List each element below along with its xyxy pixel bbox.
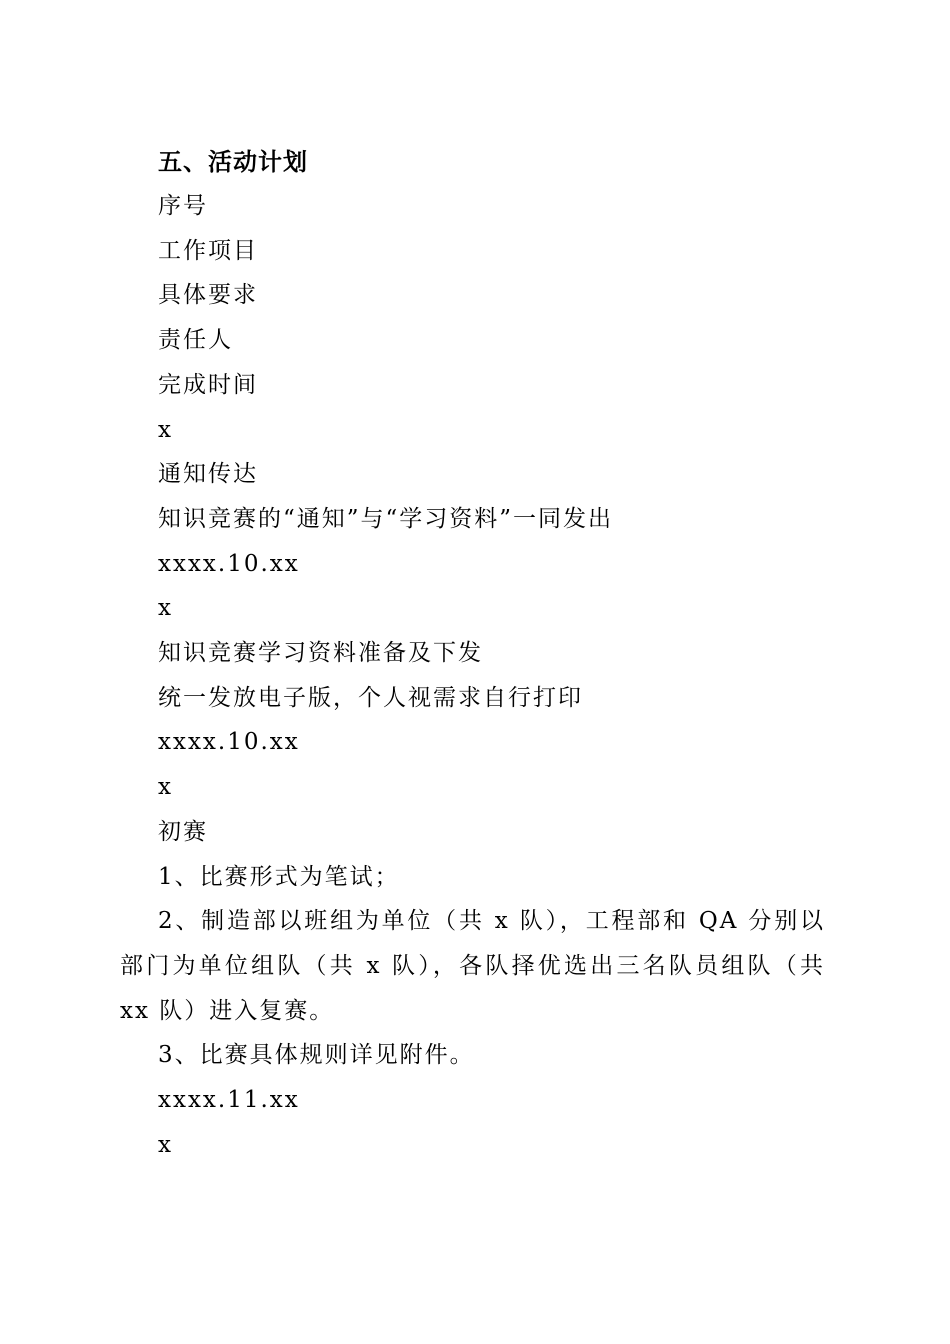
row-2-serial-no: x <box>158 595 173 622</box>
row-3-work-item: 初赛 <box>158 818 208 845</box>
row-1-serial-no: x <box>158 416 173 443</box>
row-4-serial-no: x <box>158 1131 173 1158</box>
row-3-requirement-3: 3、比赛具体规则详见附件。 <box>158 1042 475 1069</box>
row-3-requirement-2: 2、制造部以班组为单位（共 x 队），工程部和 QA 分别以部门为单位组队（共 x 队），各队择优选出三名队员组队（共 xx 队）进入复赛。 <box>120 908 825 1024</box>
header-cell-completion-time: 完成时间 <box>158 371 258 398</box>
header-cell-responsible: 责任人 <box>158 327 233 354</box>
row-1-date: xxxx.10.xx <box>158 550 300 577</box>
header-cell-serial-no: 序号 <box>158 193 208 219</box>
row-2-requirement: 统一发放电子版，个人视需求自行打印 <box>158 684 583 711</box>
row-2-work-item: 知识竞赛学习资料准备及下发 <box>158 640 483 667</box>
row-3-date: xxxx.11.xx <box>158 1087 300 1114</box>
row-1-work-item: 通知传达 <box>158 461 258 488</box>
header-cell-requirements: 具体要求 <box>158 282 258 309</box>
header-cell-work-item: 工作项目 <box>158 237 258 264</box>
document-body <box>120 140 825 1167</box>
row-3-serial-no: x <box>158 774 173 801</box>
row-2-date: xxxx.10.xx <box>158 729 300 756</box>
section-title: 五、活动计划 <box>158 148 308 176</box>
row-3-requirement-1: 1、比赛形式为笔试； <box>158 863 400 890</box>
row-1-requirement: 知识竞赛的“通知”与“学习资料”一同发出 <box>158 505 614 532</box>
